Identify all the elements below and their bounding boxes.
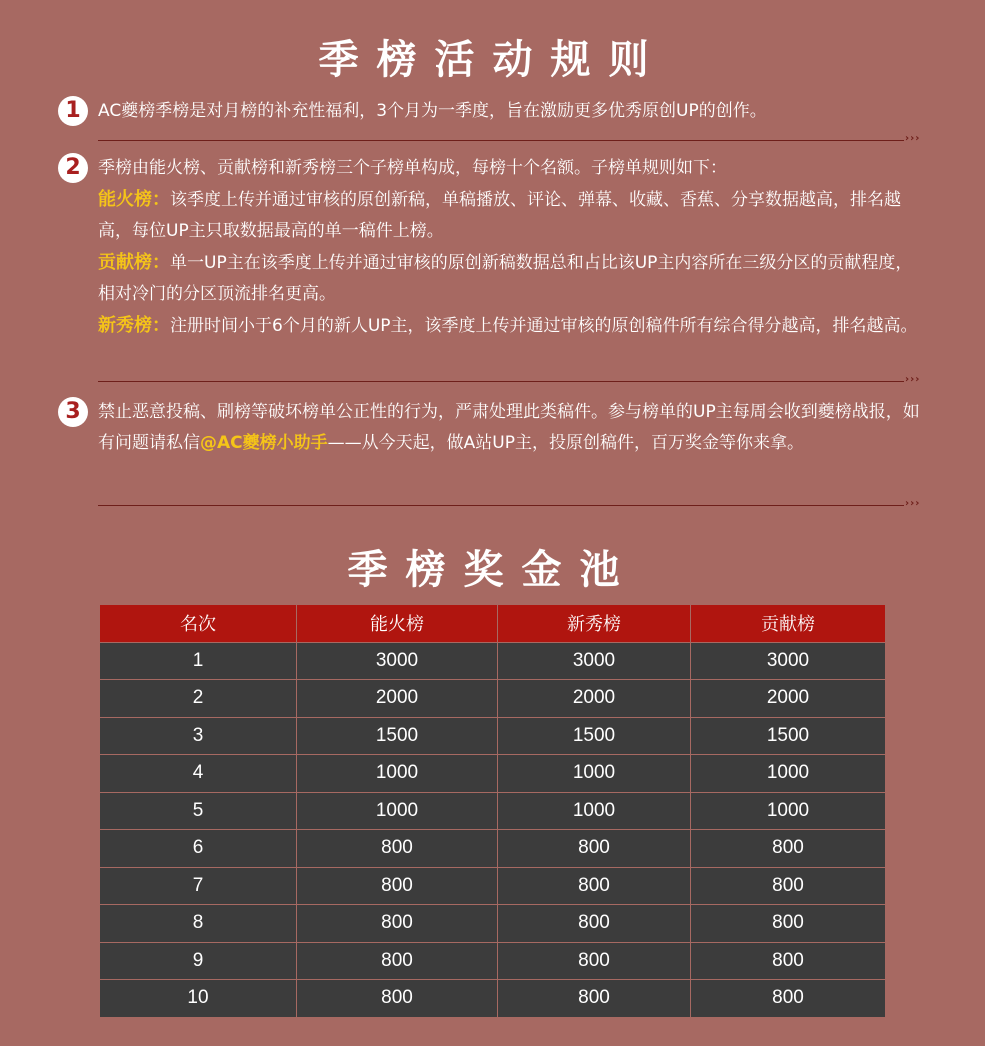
rule-2-text: [98, 153, 928, 342]
cell-rank: 5: [100, 792, 297, 830]
cell-value: 3000: [498, 642, 691, 680]
cell-value: 2000: [297, 680, 498, 718]
cell-rank: 7: [100, 867, 297, 905]
cell-value: 800: [297, 867, 498, 905]
rule-number-badge: 1: [58, 96, 88, 126]
cell-value: 800: [498, 980, 691, 1018]
table-row: [100, 942, 886, 980]
cell-rank: 3: [100, 717, 297, 755]
table-row: [100, 830, 886, 868]
table-row: [100, 905, 886, 943]
rule-2-intro: 季榜由能火榜、贡献榜和新秀榜三个子榜单构成，每榜十个名额。子榜单规则如下：: [98, 158, 727, 178]
cell-value: 800: [498, 942, 691, 980]
rule-3-text-before: 禁止恶意投稿、刷榜等破坏榜单公正性的行为，严肃处理此类稿件。参与榜单的UP主每周会收到夔榜战报，如有问题请私信: [98, 402, 920, 453]
sub-text: 注册时间小于6个月的新人UP主，该季度上传并通过审核的原创稿件所有综合得分越高，排名越高。: [170, 316, 918, 336]
cell-rank: 6: [100, 830, 297, 868]
cell-value: 800: [498, 830, 691, 868]
cell-rank: 10: [100, 980, 297, 1018]
rule-2: [58, 153, 938, 373]
divider: [98, 505, 904, 506]
sub-label: 新秀榜：: [98, 315, 170, 336]
cell-value: 800: [691, 830, 886, 868]
table-row: [100, 755, 886, 793]
cell-value: 800: [297, 980, 498, 1018]
assistant-mention-link[interactable]: @AC夔榜小助手: [200, 433, 328, 453]
cell-value: 1000: [691, 755, 886, 793]
cell-value: 1000: [691, 792, 886, 830]
table-row: [100, 717, 886, 755]
cell-value: 1000: [297, 755, 498, 793]
cell-value: 800: [297, 830, 498, 868]
rule-1: [58, 96, 938, 132]
sub-label: 能火榜：: [98, 189, 170, 210]
cell-value: 1000: [498, 755, 691, 793]
cell-value: 1000: [498, 792, 691, 830]
cell-value: 800: [691, 905, 886, 943]
cell-rank: 2: [100, 680, 297, 718]
rule-3-text-after: ——从今天起，做A站UP主，投原创稿件，百万奖金等你来拿。: [327, 433, 804, 453]
prize-table: [99, 604, 886, 1018]
header-contribution: 贡献榜: [691, 605, 886, 643]
table-row: [100, 642, 886, 680]
rules-title: 季榜活动规则: [318, 37, 667, 83]
cell-value: 3000: [691, 642, 886, 680]
cell-value: 1500: [691, 717, 886, 755]
rule-2-sub-newcomer: [98, 310, 928, 342]
header-energy: 能火榜: [297, 605, 498, 643]
header-rank: 名次: [100, 605, 297, 643]
rule-3: [58, 397, 938, 497]
cell-value: 800: [691, 867, 886, 905]
rule-number-badge: 2: [58, 153, 88, 183]
rule-2-sub-energy: [98, 184, 928, 247]
sub-text: 该季度上传并通过审核的原创新稿，单稿播放、评论、弹幕、收藏、香蕉、分享数据越高，排名越高，每位UP主只取数据最高的单一稿件上榜。: [98, 190, 901, 241]
prize-pool-title: 季榜奖金池: [347, 547, 638, 593]
cell-rank: 9: [100, 942, 297, 980]
rule-number-badge: 3: [58, 397, 88, 427]
table-row: [100, 792, 886, 830]
header-newcomer: 新秀榜: [498, 605, 691, 643]
cell-value: 2000: [498, 680, 691, 718]
divider: [98, 140, 904, 141]
rule-2-sub-contribution: [98, 247, 928, 310]
cell-value: 1500: [498, 717, 691, 755]
divider: [98, 381, 904, 382]
divider-arrows-icon: ›››: [905, 133, 921, 144]
cell-value: 800: [691, 942, 886, 980]
table-header-row: [100, 605, 886, 643]
table-row: [100, 680, 886, 718]
cell-value: 800: [297, 942, 498, 980]
divider-arrows-icon: ›››: [905, 498, 921, 509]
table-row: [100, 867, 886, 905]
sub-label: 贡献榜：: [98, 252, 170, 273]
cell-rank: 8: [100, 905, 297, 943]
divider-arrows-icon: ›››: [905, 374, 921, 385]
cell-value: 1000: [297, 792, 498, 830]
rule-1-text: AC夔榜季榜是对月榜的补充性福利，3个月为一季度，旨在激励更多优秀原创UP的创作。: [98, 101, 767, 121]
cell-value: 3000: [297, 642, 498, 680]
cell-value: 800: [691, 980, 886, 1018]
cell-value: 800: [498, 867, 691, 905]
rule-3-text: [98, 397, 928, 459]
cell-value: 2000: [691, 680, 886, 718]
cell-value: 1500: [297, 717, 498, 755]
cell-value: 800: [498, 905, 691, 943]
cell-rank: 1: [100, 642, 297, 680]
cell-rank: 4: [100, 755, 297, 793]
sub-text: 单一UP主在该季度上传并通过审核的原创新稿数据总和占比该UP主内容所在三级分区的贡献程度，相对冷门的分区顶流排名更高。: [98, 253, 913, 304]
table-row: [100, 980, 886, 1018]
cell-value: 800: [297, 905, 498, 943]
